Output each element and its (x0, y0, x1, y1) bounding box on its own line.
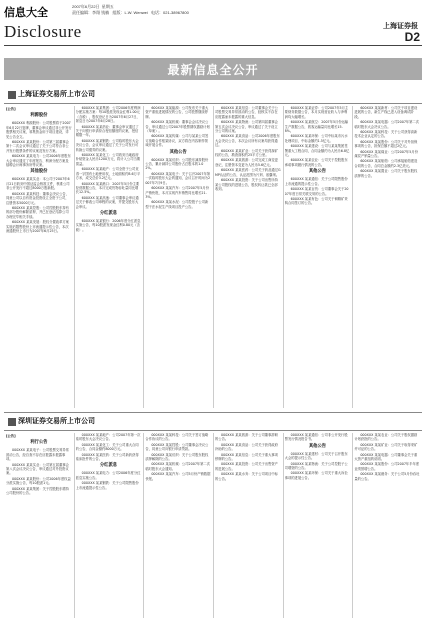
announcement-item: 000XXX 某某信息：公司关于重大事项停牌的公告。 (215, 452, 278, 462)
subsection-heading: 分红派息 (99, 463, 118, 469)
subsection-heading: 其他公告 (169, 149, 187, 155)
announcement-item: 600XXX 某某煤业：公司2007年5月份煤炭产销量公告。 (354, 149, 418, 159)
announcement-item: 000XXX 某某电力：公司2006年度分红派息实施公告。 (75, 471, 141, 480)
article-column (285, 433, 351, 618)
column-divider (143, 433, 144, 618)
announcement-item: 600XXX 某某农业：公司关于控股股东承诺事项履行情况的公告。 (284, 158, 348, 167)
announcement-item: 000XXX 某某物流：关于公司控股子公司增资的公告。 (284, 461, 348, 471)
article-column (215, 106, 281, 408)
page-banner (4, 58, 422, 80)
column-divider (352, 106, 353, 408)
announcement-item: 600XXX 某某科技：董事会决议公告，同意公司以自有资金投资设立全资子公司，注册资本5000万元。 (6, 191, 69, 205)
announcement-item: 000XXX 某某钢铁：关于公司限售股份上市流通提示性公告。 (75, 481, 139, 490)
announcement-item: 600XXX 某某旅游：公司完成工商变更登记，注册资本变更为人民币5.6亿元。 (215, 158, 278, 167)
announcement-item: 000XXX 某某机械：公司2007年第二次临时股东大会通知。 (145, 462, 211, 471)
announcement-item: 600XXX 某某建设：公司与某某集团签署重大工程合同，合同金额约为人民币6.8亿元。 (284, 144, 350, 158)
subsection-heading: 其他公告 (308, 169, 327, 175)
column-divider (283, 433, 284, 618)
issue-meta: 2007年6月22日 星期五 责任编辑：李翔 钱楠 组版：L.W. Wenwei 电话：021-38967800 (72, 4, 189, 15)
announcement-item: 600XXX 某某电力：公司2006年度股东大会审议通过了年度报告、利润分配方案及续聘会计师事务所等议案。 (6, 154, 71, 168)
announcement-item: 600XXX 某某能源：公司发布关于重大资产重组进展情况的公告，公司股票继续停牌。 (145, 106, 209, 119)
article-column (354, 433, 420, 618)
announcement-item: 000XXX 某某科技：公司关于签订战略合作协议的公告。 (145, 433, 209, 442)
section-divider (4, 430, 422, 431)
section-title: 上海证券交易所上市公司 (18, 90, 95, 98)
article-column (76, 106, 142, 408)
announcement-item: 600XXX 某某机械：董事会会议决议公告，审议通过公司2007年股票期权激励计划（草案）。 (145, 120, 210, 134)
announcement-item: 000XXX 某某纺织：关于公司股东股权质押解除的公告。 (145, 452, 209, 462)
announcement-item: 600XXX 某某信息：公司董事会关于公司股票交易异常波动的公告，经核实不存在应披露而未披露的重大信息。 (215, 106, 278, 119)
announcement-item: 000XXX 某某实业：公司第五届董事会第八次会议决议公告，审议通过对外投资议案。 (6, 462, 69, 476)
category-tag: [公告] (6, 434, 16, 438)
announcement-item: 600XXX 某某置业：公司关于股东股权质押的公告。 (354, 169, 418, 178)
article-column (215, 433, 281, 618)
announcement-item: 600XXX 某某证券：公司2007年5月主要财务数据公告，本月实现营业收入与净利润均大幅增长。 (284, 106, 349, 119)
subsection-heading: 利行公告 (30, 440, 48, 446)
announcement-item: 600XXX 某某汽车：公司2007年5月份产销快报，本月实现汽车销售同比增长21.3%。 (145, 186, 209, 199)
column-divider (352, 433, 353, 618)
page-number: D2 (404, 30, 420, 44)
announcement-item: 600XXX 某某电器：公司2007年第二次临时股东大会决议公告。 (354, 120, 420, 129)
paper-name-en: Disclosure (4, 22, 82, 41)
announcement-item: 000XXX 某某农业：公司关于股权激励计划获批的公告。 (354, 433, 418, 442)
announcement-item: 600XXX 某某地产：公司全资子公司竞得一宗国有土地使用权，土地面积约8.6万平方米，成交总价3.2亿元。 (75, 167, 141, 181)
announcement-item: 600XXX 某某食品：公司2006年度股东大会决议公告，本次会议所有议案均获得通过。 (215, 134, 280, 148)
section-marker-icon (8, 418, 16, 426)
announcement-item: 000XXX 某某环保：公司关于重大诉讼事项的进展公告。 (284, 471, 348, 480)
column-divider (74, 106, 75, 408)
article-column (6, 106, 72, 408)
section-marker-icon (8, 91, 16, 99)
announcement-item: 600XXX 某某化工：公司收到当地政府补贴资金人民币1200万元，将计入公司当期损益。 (75, 153, 141, 166)
announcement-item: 600XXX 某某科技：关于公司获得高新技术企业认定的公告。 (354, 130, 418, 139)
announcement-item: 600XXX 某某药业：董事会审议通过了关于向银行申请综合授信额度的议案，授信期限一年。 (75, 124, 139, 138)
announcement-item: 600XXX 某某控股：公司控股股东持有的部分股份解除质押，并已在登记结算公司办理完毕相关手续。 (6, 205, 69, 219)
announcement-item: 600XXX 某某百货：公司董事会关于2007年度日常关联交易的公告。 (284, 187, 349, 196)
column-divider (213, 106, 214, 408)
article-column (145, 106, 211, 408)
announcement-item: 000XXX 某某食品：公司关于获得政府补助的公告。 (215, 442, 278, 452)
announcement-item: 600XXX 某某船舶：公司承接船舶建造合同的公告，合同总金额约2.3亿美元。 (354, 159, 418, 168)
announcement-item: 600XXX 某某新材：公司关于项目建设进展的公告，新生产线已进入设备调试阶段。 (354, 106, 418, 119)
subsection-heading: 其他公告 (308, 443, 327, 449)
announcement-item: 600XXX 某某有色：公司关于铜精矿采购合同签订的公告。 (284, 196, 348, 206)
section-divider (4, 103, 422, 104)
announcement-item: 600XXX 某某物流：公司第四届董事会第五次会议决议公告，审议通过了关于设立分公司的议案。 (215, 120, 278, 134)
announcement-item: 600XXX 某某环保：公司中标某市污水处理项目，中标金额约1.5亿元。 (284, 134, 348, 143)
announcement-item: 600XXX 某某矿业：公司关于获得探矿权的公告，勘查面积约25平方公里。 (215, 148, 278, 158)
announcement-item: 600XXX 某某股份：公司关于对外担保事项的公告，担保总额不超过2亿元。 (354, 139, 418, 149)
announcement-item: 000XXX 某某控股：公司董事会决议公告，同意公司向银行申请贷款。 (145, 442, 209, 452)
announcement-item: 600XXX 某某投资：关于公司出售所持某公司股权的进展公告，股权转让款已全部收到。 (215, 178, 278, 191)
column-divider (143, 106, 144, 408)
announcement-item: 600XXX 某某股份：公司第三届董事会第十二次会议审议通过了关于公司符合非公开发行股票条件的议案及发行方案。 (6, 140, 69, 153)
announcement-item: 000XXX 某某股份：公司2007年半年度业绩预增公告。 (354, 462, 420, 471)
article-column (6, 433, 72, 618)
announcement-item: 000XXX 某某港务：关于公司5月份吞吐量的公告。 (354, 472, 420, 481)
publication-name: 上海证券报 (383, 21, 418, 30)
announcement-item: 000XXX 某某集团：关于控股股东增持公司股份的公告。 (6, 486, 69, 496)
announcement-item: 600XXX 某某钢铁：公司临时股东大会决议公告，会议审议通过了关于公司发行可转换公司债券的议案。 (75, 138, 139, 152)
article-column (145, 433, 211, 618)
paper-name-cn: 信息大全 (4, 6, 48, 19)
category-tag: [公告] (6, 107, 16, 111)
announcement-item: 600XXX 某某医药：公司关于药品通过GMP认证的公告，认证范围为片剂、胶囊剂。 (215, 168, 281, 177)
subsection-heading: 分红派息 (99, 210, 118, 216)
announcement-item: 600XXX 利源股份：公司股票将于2007年6月22日复牌，董事会审议通过非公开发行股票相关议案，募集资金用于项目建设，详见公告全文。 (6, 121, 72, 139)
announcement-item: 000XXX 某某建材：公司关于召开股东大会的提示性公告。 (284, 451, 348, 461)
announcement-item: 000XXX 某某汽车：公司5月份产销数据快报。 (145, 472, 211, 481)
column-divider (213, 433, 214, 618)
announcement-item: 000XXX 某某电器：公司董事会关于重大资产重组的说明。 (354, 452, 418, 462)
announcement-item: 000XXX 某某旅游：关于公司董事辞职的公告。 (215, 433, 278, 442)
announcement-item: 600XXX 某某高速：公司董事会审议通过关于修改公司章程的议案，并提交股东大会审议。 (75, 195, 139, 209)
announcement-item: 600XXX 某某通信：关于公司限售股份上市流通的提示性公告。 (284, 177, 348, 186)
announcement-item: 000XXX 某某地产：公司2007年第一次临时股东大会决议公告。 (75, 433, 141, 442)
section-divider (4, 412, 422, 413)
announcement-item: 600XXX 某某传媒：公司与某某公司签订战略合作框架协议，双方将在内容制作领域开展合作。 (145, 134, 209, 148)
announcement-item: 600XXX 某某实业：本公司于2007年6月21日收到中国证监会核准文件，核准公司非公开发行不超过8000万股新股。 (6, 177, 70, 191)
subsection-heading: 其他股份 (30, 169, 48, 175)
announcement-item: 000XXX 某某水务：关于公司项目中标的公告。 (215, 472, 278, 481)
banner-title: 最新信息全公开 (167, 63, 259, 77)
masthead (0, 0, 426, 56)
announcement-item: 000XXX 某某股份：公司2006年度权益分派实施公告，每10股派1元。 (6, 476, 71, 486)
announcement-item: 600XXX 某某银行：2006年度分红派息实施公告，每10股派发现金红利0.80元（含税）。 (75, 218, 141, 232)
announcement-item: 600XXX 某某集团：公司2006年度利润分配实施方案：每10股派发现金红利1.00元（含税），股权登记日为2007年6月27日，除息日为2007年6月28日。 (75, 106, 141, 124)
article-column (354, 106, 420, 408)
announcement-item: 000XXX 某某通信：公司非公开发行股票发行情况报告书。 (284, 433, 348, 442)
article-column (285, 106, 351, 408)
announcement-item: 600XXX 某某水泥：公司控股子公司新型干法水泥生产线项目投产公告。 (145, 200, 209, 209)
subsection-heading: 利源股份 (30, 113, 48, 119)
column-divider (283, 106, 284, 408)
article-column (76, 433, 142, 618)
announcement-item: 600XXX 某某航空：2007年5月份运输生产数据公告，旅客运输量同比增长15.8%。 (284, 120, 349, 134)
masthead-divider (4, 45, 422, 46)
announcement-item: 000XXX 某某化工：关于公司重大合同的公告，合同金额约8000万元。 (75, 442, 139, 452)
announcement-item: 600XXX 某某港口：2007年5月份主要经营数据公告，本月完成货物吞吐量同比增长12.5%。 (75, 181, 140, 195)
announcement-item: 600XXX 某某发展：股权分置改革方案实施后限售股份上市流通提示性公告，本次流通股份上市日为2007年6月25日。 (6, 220, 69, 233)
column-divider (74, 433, 75, 618)
announcement-item: 000XXX 某某矿业：公司关于取得采矿许可证的公告。 (354, 442, 418, 452)
announcement-item: 600XXX 某某纺织：公司股东减持股份公告，累计减持公司股份占总股本的1.02%。 (145, 157, 209, 171)
section-title: 深圳证券交易所上市公司 (18, 417, 95, 425)
announcement-item: 600XXX 某某电子：关于召开2007年第一次临时股东大会的通知，会议召开时间为2007年7月9日。 (145, 171, 211, 185)
announcement-item: 000XXX 某某电子：公司股票交易异常波动公告，经自查不存在应披露未披露事项。 (6, 448, 69, 462)
announcement-item: 000XXX 某某医药：关于公司新药获得临床批件的公告。 (75, 452, 139, 462)
announcement-item: 000XXX 某某投资：公司关于出售资产的进展公告。 (215, 462, 278, 471)
